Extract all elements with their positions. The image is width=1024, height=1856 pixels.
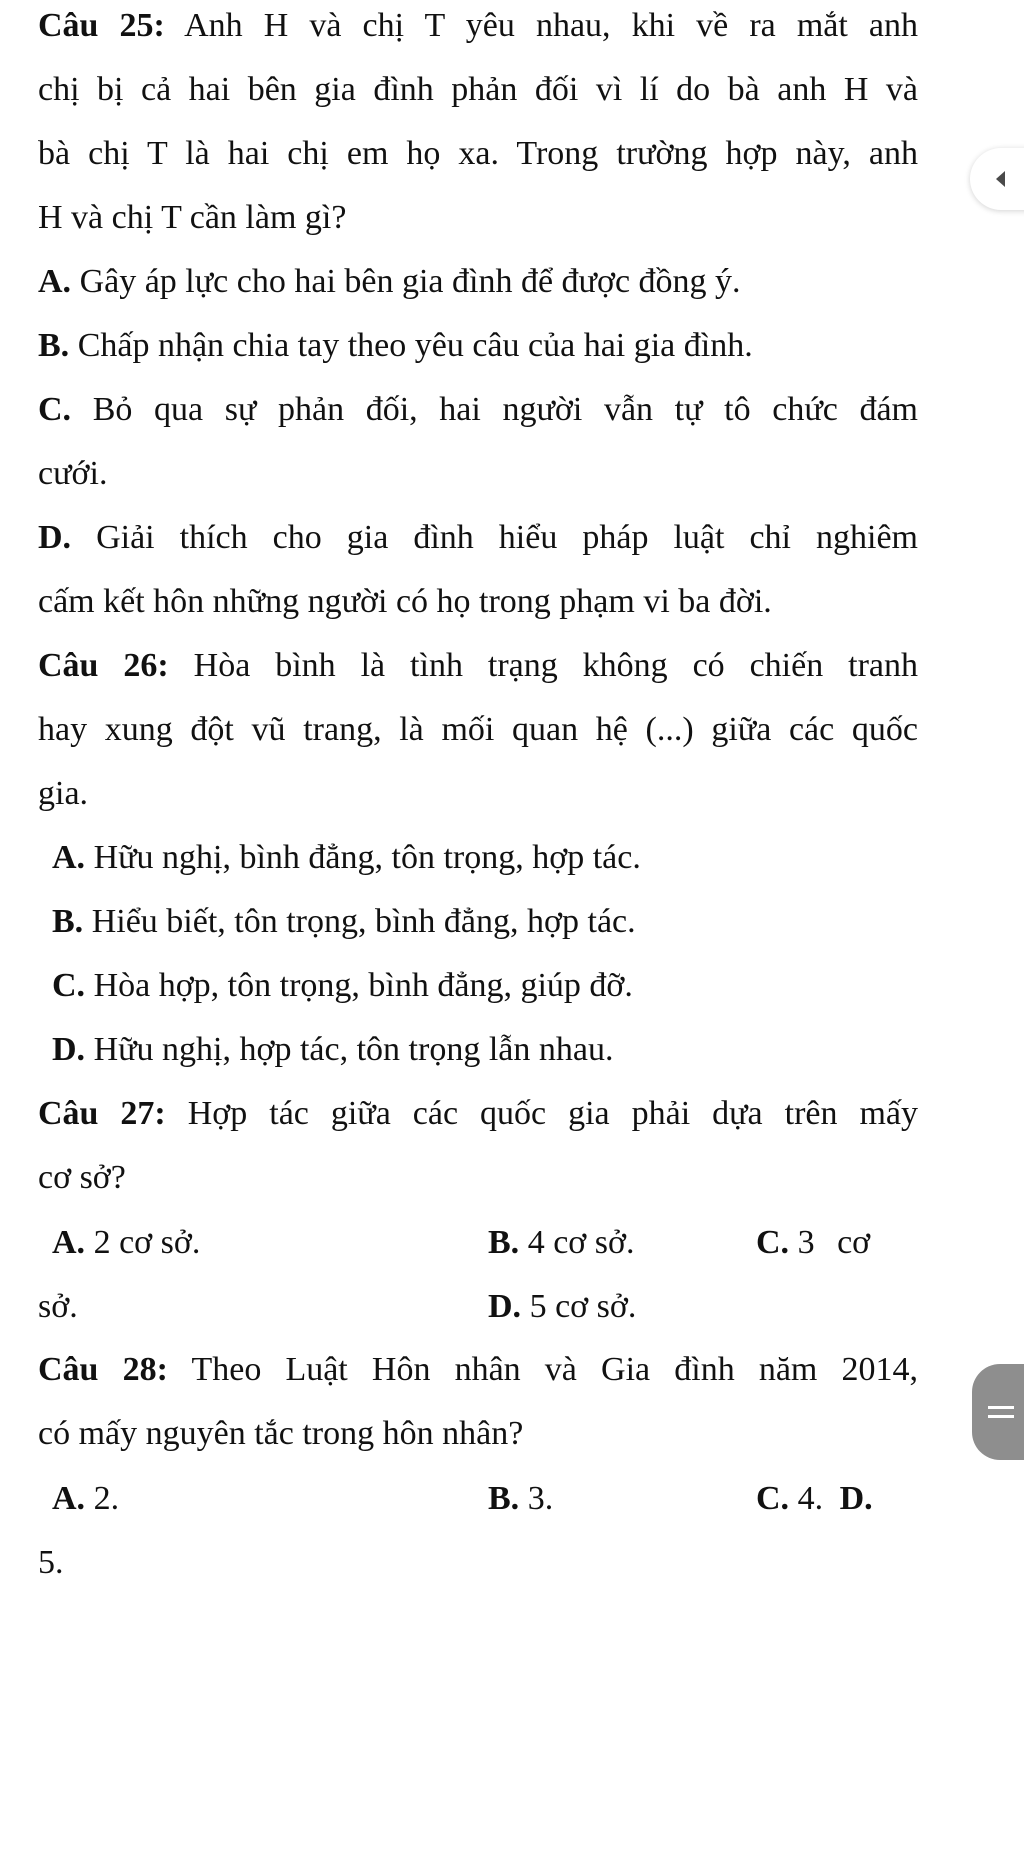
option-letter: B. bbox=[488, 1480, 520, 1517]
option-text: Hữu nghị, bình đẳng, tôn trọng, hợp tác. bbox=[93, 839, 641, 876]
option-text: 5 cơ sở. bbox=[529, 1288, 637, 1325]
option-letter: A. bbox=[52, 839, 86, 876]
option-text: Chấp nhận chia tay theo yêu câu của hai gia đình. bbox=[77, 327, 753, 364]
option-letter: A. bbox=[52, 1224, 86, 1261]
q25-label: Câu 25: bbox=[38, 7, 165, 44]
q28-text-1: Theo Luật Hôn nhân và Gia đình năm 2014, bbox=[191, 1351, 918, 1388]
q26-option-b bbox=[52, 904, 932, 940]
option-letter: C. bbox=[38, 391, 72, 428]
q26-label: Câu 26: bbox=[38, 647, 169, 684]
option-text: 3. bbox=[527, 1480, 554, 1517]
q25-option-c bbox=[38, 392, 918, 428]
q27-label: Câu 27: bbox=[38, 1095, 166, 1132]
option-text: Hiểu biết, tôn trọng, bình đẳng, hợp tác. bbox=[91, 903, 636, 940]
q28-line-2: có mấy nguyên tắc trong hôn nhân? bbox=[38, 1415, 524, 1452]
option-text: Hòa hợp, tôn trọng, bình đẳng, giúp đỡ. bbox=[93, 967, 633, 1004]
q27-option-c bbox=[756, 1224, 870, 1262]
q26-option-d bbox=[52, 1032, 932, 1068]
option-letter-d: D. bbox=[839, 1480, 873, 1517]
chevron-left-icon bbox=[996, 171, 1005, 187]
collapse-tab[interactable] bbox=[970, 148, 1024, 210]
q25-line-2: chị bị cả hai bên gia đình phản đối vì lí do bà anh H và bbox=[38, 71, 918, 108]
option-letter: D. bbox=[52, 1031, 86, 1068]
option-letter: A. bbox=[38, 263, 72, 300]
option-letter: C. bbox=[756, 1480, 790, 1517]
q26-line-1 bbox=[38, 648, 918, 684]
q27-option-b bbox=[488, 1224, 634, 1262]
q26-option-a bbox=[52, 840, 932, 876]
q25-option-c-cont: cưới. bbox=[38, 455, 108, 492]
q27-option-d bbox=[488, 1288, 636, 1326]
q28-option-a bbox=[52, 1480, 119, 1518]
option-letter: D. bbox=[38, 519, 72, 556]
option-text: 2. bbox=[93, 1480, 120, 1517]
option-text: Bỏ qua sự phản đối, hai người vẫn tự tô chức đám bbox=[92, 391, 919, 428]
option-letter: D. bbox=[488, 1288, 522, 1325]
q27-option-a bbox=[52, 1224, 200, 1262]
q27-line-1 bbox=[38, 1096, 918, 1132]
q27-option-c-cont: sở. bbox=[38, 1288, 78, 1325]
q26-line-3: gia. bbox=[38, 775, 89, 812]
q27-text-1: Hợp tác giữa các quốc gia phải dựa trên mấy bbox=[187, 1095, 918, 1132]
option-text: 4 cơ sở. bbox=[527, 1224, 635, 1261]
q26-text-1: Hòa bình là tình trạng không có chiến tranh bbox=[193, 647, 919, 684]
q28-option-d-cont: 5. bbox=[38, 1544, 64, 1581]
option-text: 2 cơ sở. bbox=[93, 1224, 201, 1261]
q25-line-1 bbox=[38, 8, 918, 44]
option-letter: B. bbox=[52, 903, 84, 940]
option-text: Giải thích cho gia đình hiểu pháp luật chỉ nghiêm bbox=[96, 519, 919, 556]
q25-option-a bbox=[38, 264, 918, 300]
q26-line-2: hay xung đột vũ trang, là mối quan hệ (...) giữa các quốc bbox=[38, 711, 918, 748]
option-text: 3 cơ bbox=[797, 1224, 871, 1261]
q25-line-4: H và chị T cần làm gì? bbox=[38, 199, 347, 236]
q28-option-c bbox=[756, 1480, 873, 1518]
q26-option-c bbox=[52, 968, 932, 1004]
option-letter: C. bbox=[756, 1224, 790, 1261]
q28-line-1 bbox=[38, 1352, 918, 1388]
q27-line-2: cơ sở? bbox=[38, 1159, 126, 1196]
option-letter: A. bbox=[52, 1480, 86, 1517]
q25-option-d-cont: cấm kết hôn những người có họ trong phạm vi ba đời. bbox=[38, 583, 772, 620]
q25-text-1: Anh H và chị T yêu nhau, khi về ra mắt anh bbox=[184, 7, 919, 44]
option-letter: C. bbox=[52, 967, 86, 1004]
menu-tab[interactable] bbox=[972, 1364, 1024, 1460]
q28-option-b bbox=[488, 1480, 553, 1518]
option-letter: B. bbox=[488, 1224, 520, 1261]
q25-line-3: bà chị T là hai chị em họ xa. Trong trường hợp này, anh bbox=[38, 135, 918, 172]
q28-label: Câu 28: bbox=[38, 1351, 168, 1388]
option-text: 4. bbox=[797, 1480, 824, 1517]
q25-option-b bbox=[38, 328, 918, 364]
option-letter: B. bbox=[38, 327, 70, 364]
option-text: Hữu nghị, hợp tác, tôn trọng lẫn nhau. bbox=[93, 1031, 614, 1068]
option-text: Gây áp lực cho hai bên gia đình để được đồng ý. bbox=[79, 263, 741, 300]
q25-option-d bbox=[38, 520, 918, 556]
